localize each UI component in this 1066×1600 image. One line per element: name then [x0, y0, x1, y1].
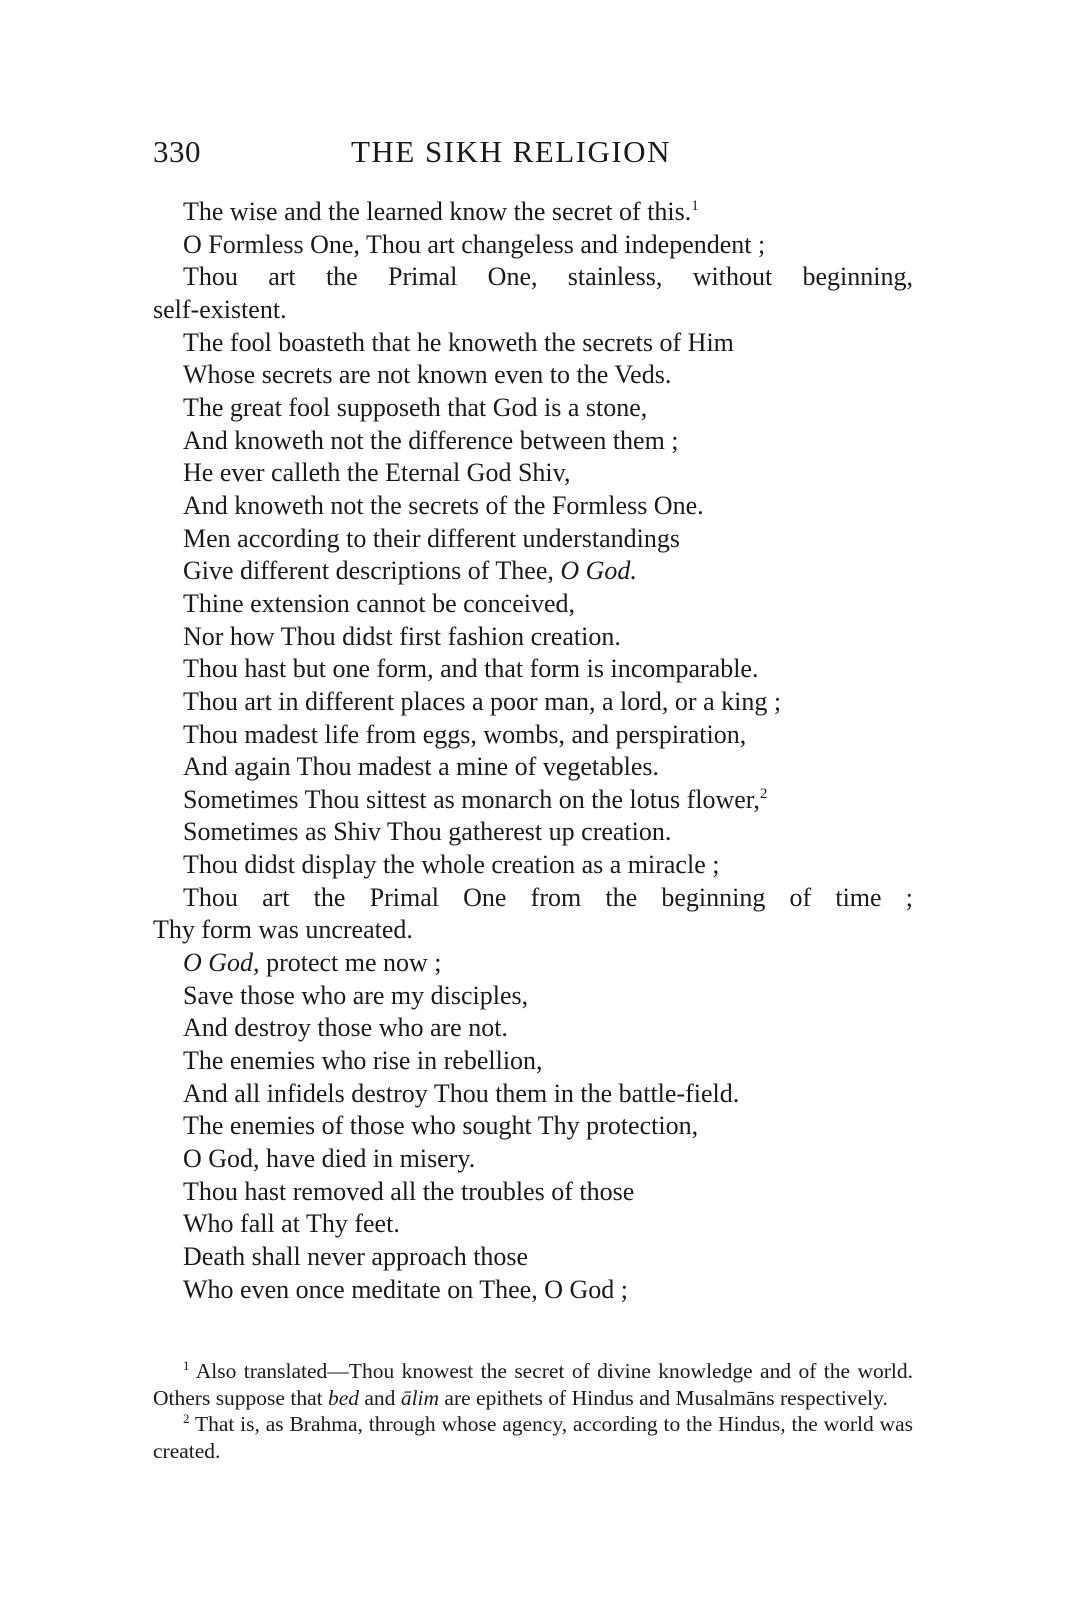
verse-line: Sometimes as Shiv Thou gatherest up creation. [183, 817, 672, 847]
verse-line: Men according to their different understandings [183, 523, 680, 553]
verse-line: Thine extension cannot be conceived, [183, 588, 576, 618]
verse-line: And knoweth not the difference between them ; [183, 425, 679, 455]
verse-line: Sometimes Thou sittest as monarch on the lotus flower,$^2$ [183, 784, 768, 814]
verse-line-continuation: Thy form was uncreated. [153, 915, 413, 945]
footnote-marker: 2 [183, 1411, 190, 1426]
verse-line: Nor how Thou didst first fashion creation. [183, 621, 621, 651]
verse-line: And all infidels destroy Thou them in the battle-field. [183, 1078, 740, 1108]
italic-text: O God. [560, 556, 637, 586]
footnote-ref: 2 [759, 785, 768, 802]
verse-text [153, 196, 913, 1306]
verse-line: The wise and the learned know the secret of this.$^1$ [183, 197, 699, 226]
verse-line: Who even once meditate on Thee, O God ; [183, 1274, 628, 1304]
verse-line-continuation: self-existent. [153, 294, 287, 324]
verse-line: The fool boasteth that he knoweth the secrets of Him [183, 327, 734, 357]
verse-line: Death shall never approach those [183, 1242, 529, 1271]
verse-line: Thou art in different places a poor man, a lord, or a king ; [183, 686, 782, 716]
italic-text: O God, [183, 948, 260, 978]
verse-line: O Formless One, Thou art changeless and independent ; [183, 229, 766, 259]
verse-line: Give different descriptions of Thee, O God. [183, 556, 637, 586]
running-head [153, 130, 913, 170]
footnote-marker: 1 [183, 1358, 190, 1373]
footnotes [153, 1358, 913, 1464]
verse-line: O God, have died in misery. [183, 1144, 476, 1174]
verse-line: Thou madest life from eggs, wombs, and perspiration, [183, 719, 747, 749]
verse-line: Who fall at Thy feet. [183, 1209, 400, 1239]
verse-line: The enemies who rise in rebellion, [183, 1046, 543, 1076]
page-number: 330 [153, 134, 201, 169]
verse-line: The enemies of those who sought Thy protection, [183, 1111, 699, 1141]
verse-line: Save those who are my disciples, [183, 980, 529, 1010]
verse-line: And knoweth not the secrets of the Formless One. [183, 490, 704, 520]
verse-line: Thou art the Primal One from the beginning of time ; [183, 882, 913, 912]
verse-line: And again Thou madest a mine of vegetables. [183, 752, 660, 782]
footnote-ref: 1 [691, 198, 699, 214]
footnote-1: $^1$ Also translated—Thou knowest the secret of divine knowledge and of the world. Others suppose that bed and ālim are epithets of Hindus and Musalmāns respectively. [153, 1358, 913, 1410]
verse-line: Thou art the Primal One, stainless, without beginning, [183, 262, 913, 292]
running-title: THE SIKH RELIGION [351, 134, 671, 169]
verse-line: And destroy those who are not. [183, 1013, 508, 1043]
verse-line: Whose secrets are not known even to the Veds. [183, 360, 672, 390]
footnote-2: $^2$ That is, as Brahma, through whose agency, according to the Hindus, the world was created. [153, 1411, 913, 1463]
verse-line: Thou hast but one form, and that form is incomparable. [183, 654, 759, 684]
italic-text: bed [327, 1385, 360, 1410]
verse-line: Thou didst display the whole creation as a miracle ; [183, 850, 720, 880]
verse-line: He ever calleth the Eternal God Shiv, [183, 458, 571, 488]
verse-line: Thou hast removed all the troubles of those [183, 1176, 635, 1206]
italic-text: ālim [400, 1385, 440, 1410]
verse-line: O God, protect me now ; [183, 948, 442, 978]
verse-line: The great fool supposeth that God is a stone, [183, 392, 648, 422]
